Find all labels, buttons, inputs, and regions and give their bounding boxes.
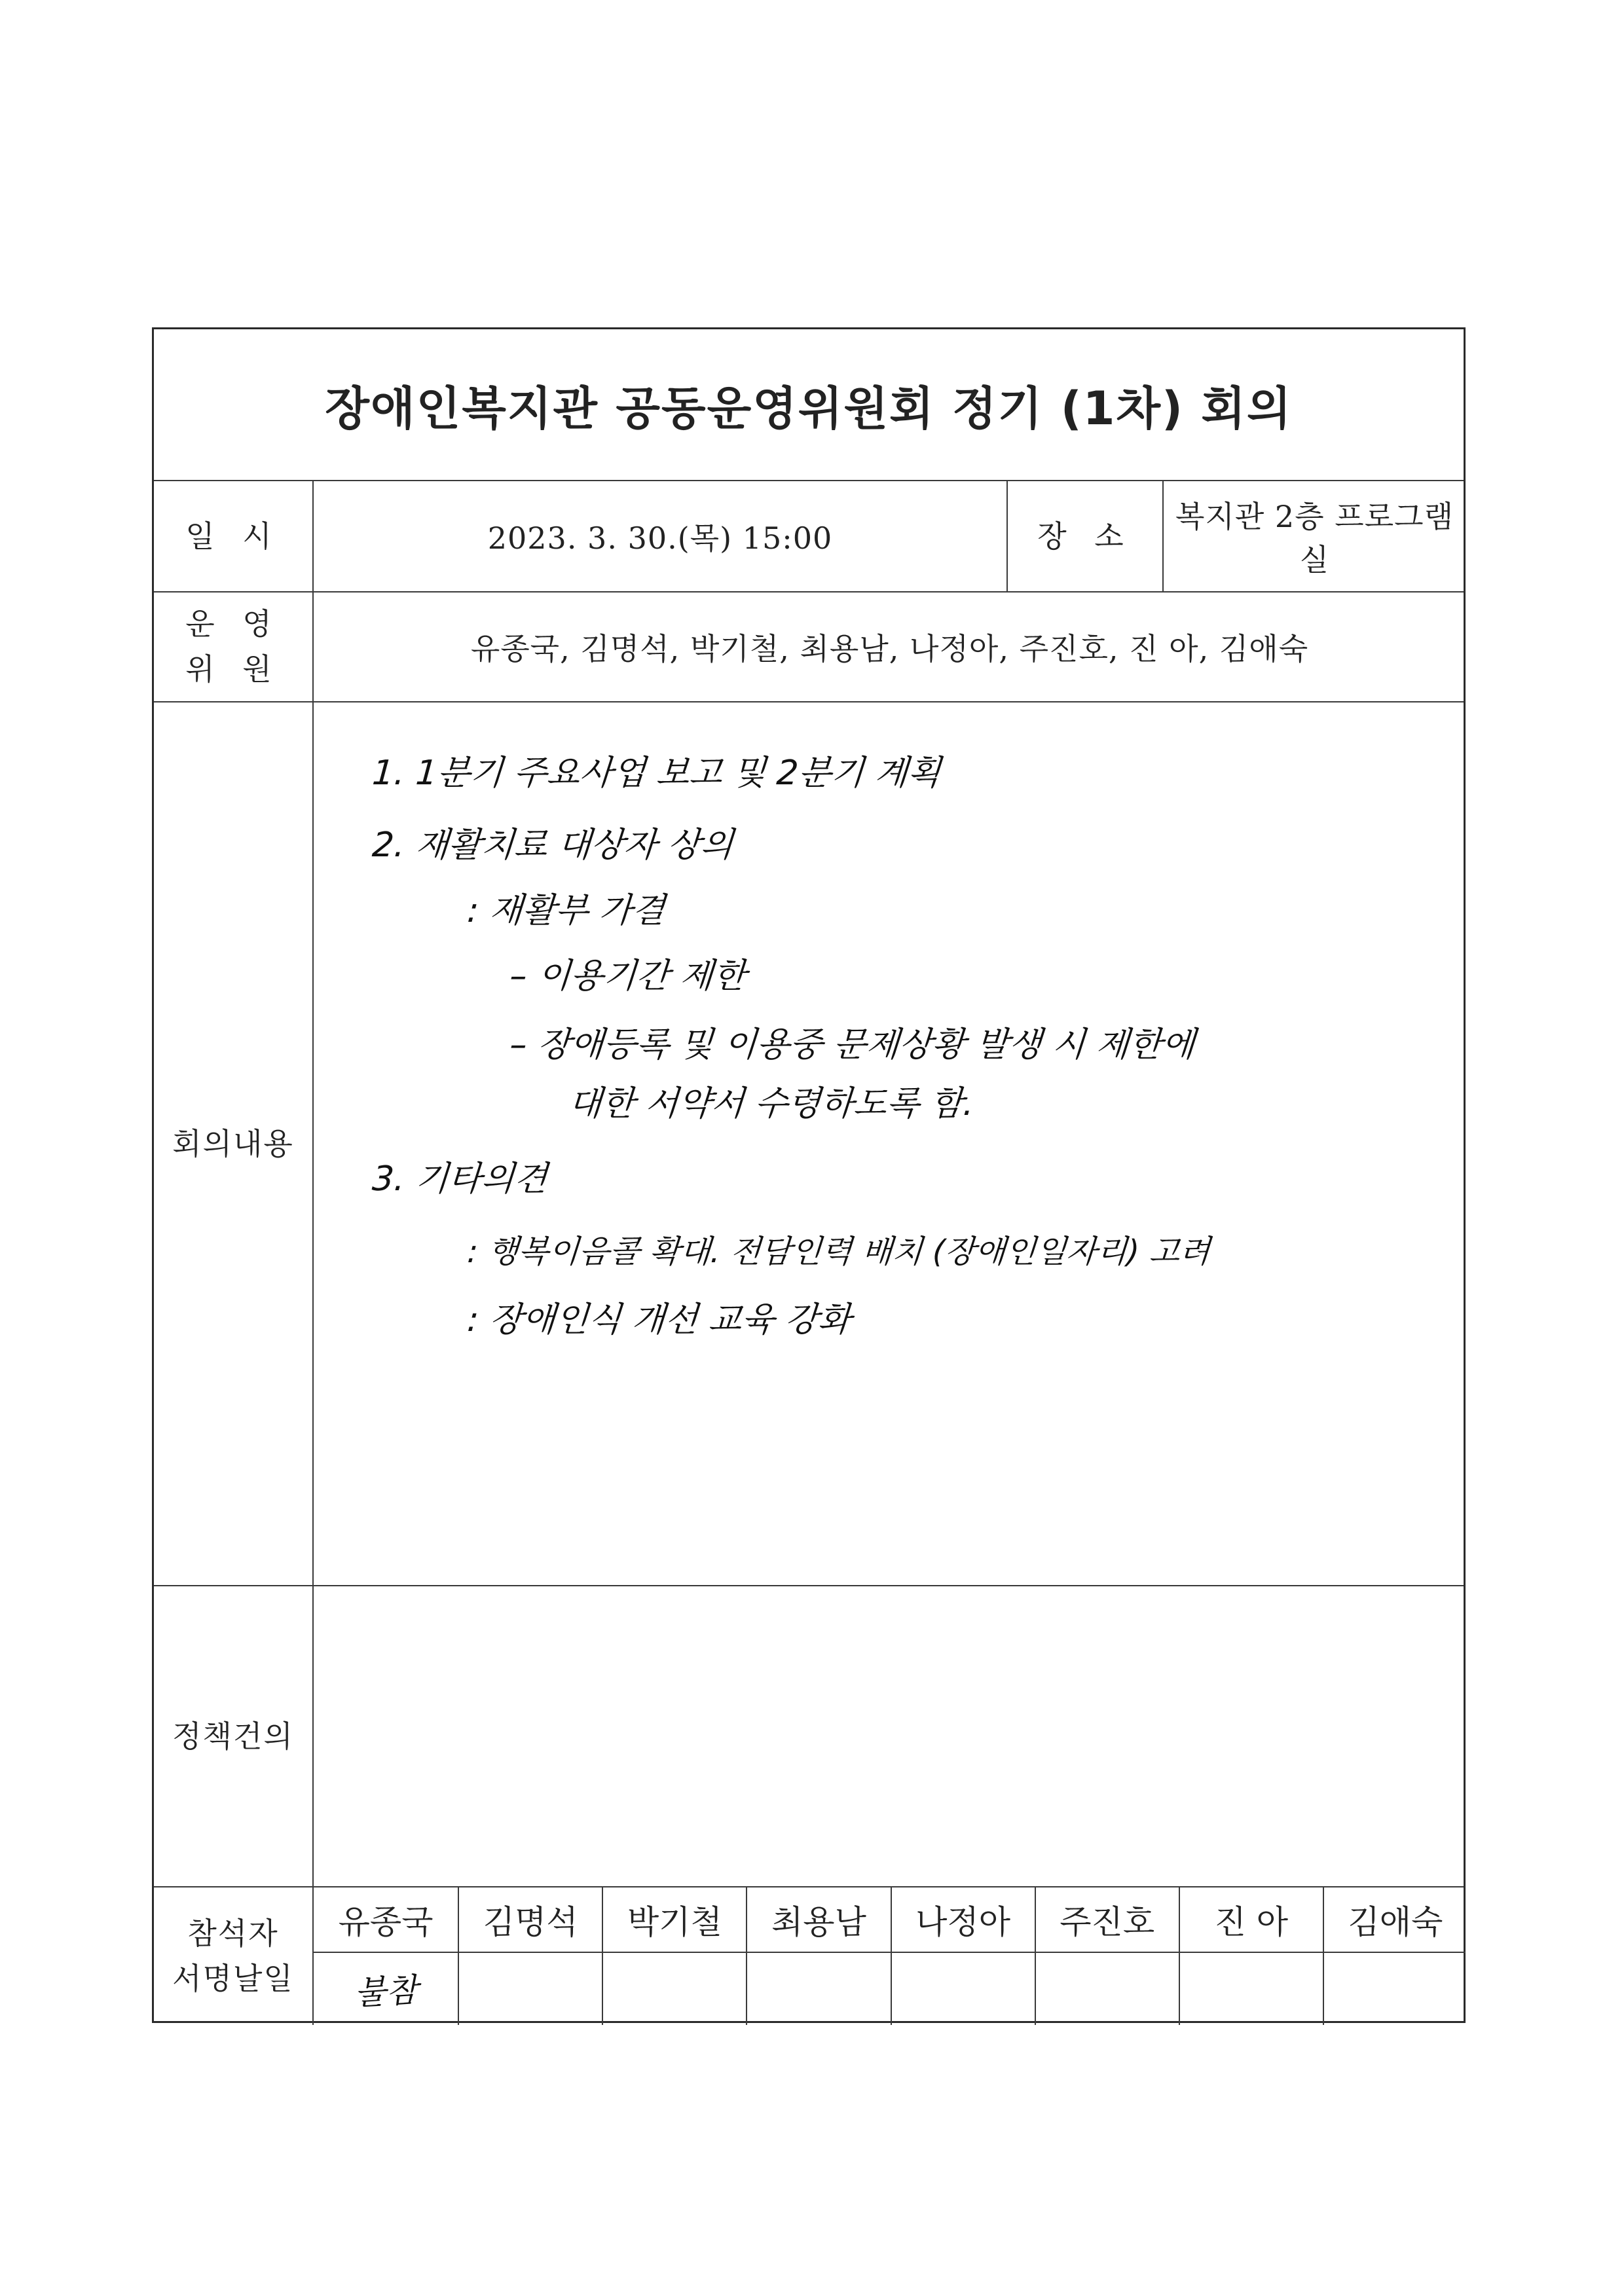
attendee-name: 김명석 bbox=[458, 1887, 602, 1952]
attendance-grid bbox=[312, 1887, 1466, 2025]
attendee-signature-cell bbox=[602, 1953, 746, 2025]
attendee-name: 주진호 bbox=[1035, 1887, 1179, 1952]
document-title: 장애인복지관 공동운영위원회 정기 (1차) 회의 bbox=[325, 381, 1293, 435]
policy-label: 정책건의 bbox=[172, 1718, 294, 1754]
content-line: : 행복이음콜 확대. 전담인력 배치 (장애인일자리) 고려 bbox=[466, 1233, 1211, 1270]
attendee-name: 유종국 bbox=[338, 1903, 434, 1941]
attendance-label-line2: 서명날일 bbox=[172, 1961, 294, 1996]
content-line: 2. 재활치료 대상자 상의 bbox=[371, 826, 735, 865]
attendee-name: 최용남 bbox=[746, 1887, 890, 1952]
date-place-row bbox=[154, 481, 1464, 592]
attendee-name: 나정아 bbox=[891, 1887, 1035, 1952]
content-line: – 장애등록 및 이용중 문제상황 발생 시 제한에 bbox=[508, 1025, 1196, 1065]
place-value: 복지관 2층 프로그램실 bbox=[1175, 499, 1454, 577]
committee-row bbox=[154, 592, 1464, 702]
attendee-names-row bbox=[314, 1887, 1466, 1953]
date-value: 2023. 3. 30.(목) 15:00 bbox=[487, 520, 833, 556]
policy-row bbox=[154, 1586, 1464, 1887]
content-label: 회의내용 bbox=[172, 1125, 294, 1161]
place-label: 장 소 bbox=[1037, 518, 1133, 554]
content-line: 1. 1분기 주요사업 보고 및 2분기 계획 bbox=[371, 754, 942, 793]
committee-label-line2: 위 원 bbox=[185, 651, 281, 687]
attendee-signature-cell bbox=[1035, 1953, 1179, 2025]
attendee-signatures-row bbox=[314, 1953, 1466, 2025]
attendee-signature-cell bbox=[458, 1953, 602, 2025]
attendee-name: 진 아 bbox=[1179, 1887, 1323, 1952]
content-line: 대한 서약서 수령하도록 함. bbox=[567, 1084, 976, 1123]
title-row bbox=[154, 329, 1464, 481]
attendee-signature-cell bbox=[1323, 1953, 1467, 2025]
content-row bbox=[154, 702, 1464, 1586]
handwritten-content bbox=[314, 702, 1466, 1585]
attendee-signature-cell bbox=[314, 1953, 458, 2025]
content-line: 3. 기타의견 bbox=[371, 1159, 549, 1199]
attendee-signature: 불참 bbox=[353, 1971, 419, 2013]
attendance-row bbox=[154, 1887, 1464, 2025]
attendee-name: 박기철 bbox=[602, 1887, 746, 1952]
attendee-signature-cell bbox=[746, 1953, 890, 2025]
committee-label-line1: 운 영 bbox=[185, 606, 281, 642]
content-line: – 이용기간 제한 bbox=[508, 957, 748, 996]
meeting-minutes-form bbox=[152, 327, 1466, 2023]
attendee-name: 김애숙 bbox=[1323, 1887, 1467, 1952]
attendee-signature-cell bbox=[1179, 1953, 1323, 2025]
content-line: : 재활부 가결 bbox=[466, 891, 667, 930]
date-label: 일 시 bbox=[185, 518, 281, 554]
attendee-signature-cell bbox=[891, 1953, 1035, 2025]
content-line: : 장애인식 개선 교육 강화 bbox=[466, 1300, 853, 1339]
attendance-label-line1: 참석자 bbox=[187, 1916, 279, 1951]
committee-members: 유종국, 김명석, 박기철, 최용남, 나정아, 주진호, 진 아, 김애숙 bbox=[470, 631, 1309, 666]
